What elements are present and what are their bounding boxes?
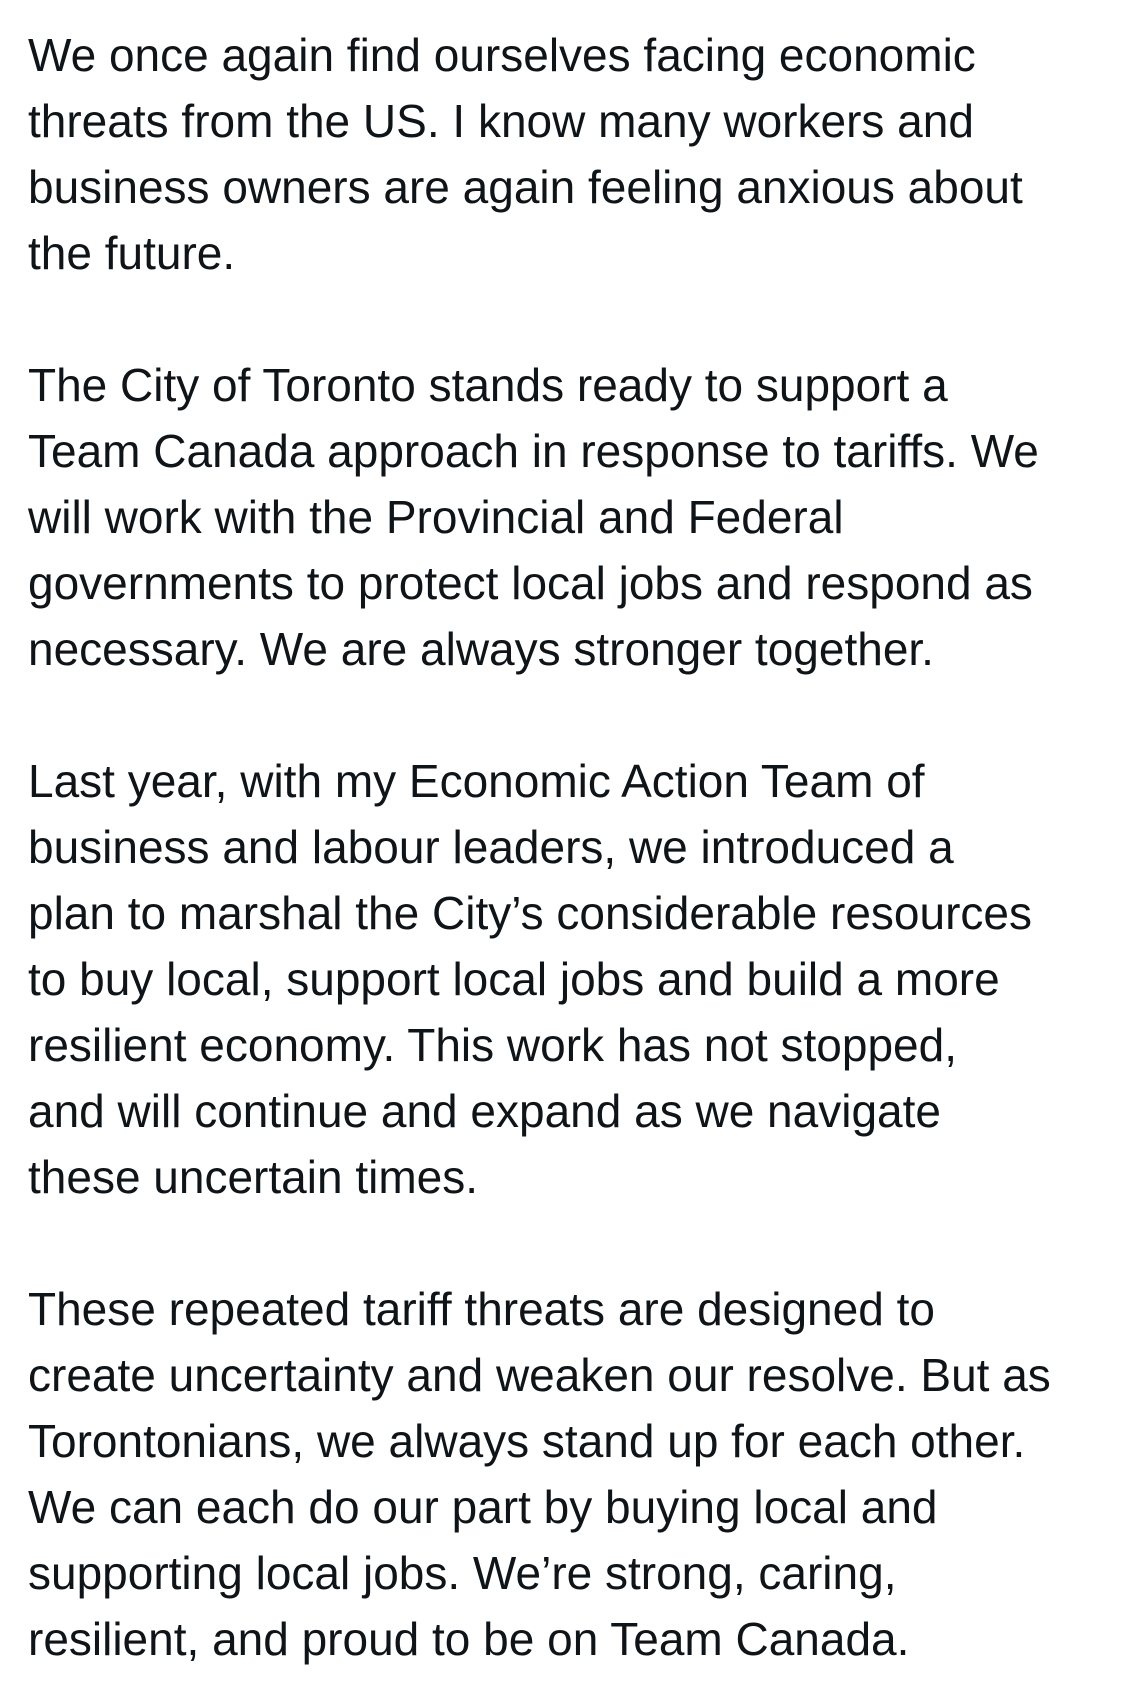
text-line: These repeated tariff threats are designed to bbox=[28, 1283, 935, 1335]
text-line: business and labour leaders, we introduced a bbox=[28, 821, 954, 873]
text-line: business owners are again feeling anxious about bbox=[28, 161, 1023, 213]
text-line: We once again find ourselves facing economic bbox=[28, 29, 976, 81]
text-line: Last year, with my Economic Action Team of bbox=[28, 755, 925, 807]
paragraph-1 bbox=[28, 22, 1108, 286]
text-line: resilient, and proud to be on Team Canada. bbox=[28, 1613, 910, 1665]
post-body bbox=[28, 22, 1108, 1672]
text-line: threats from the US. I know many workers and bbox=[28, 95, 974, 147]
paragraph-3 bbox=[28, 748, 1108, 1210]
text-line: The City of Toronto stands ready to support a bbox=[28, 359, 948, 411]
text-line: Torontonians, we always stand up for each other. bbox=[28, 1415, 1026, 1467]
text-line: to buy local, support local jobs and build a more bbox=[28, 953, 1000, 1005]
text-line: resilient economy. This work has not stopped, bbox=[28, 1019, 957, 1071]
text-line: Team Canada approach in response to tariffs. We bbox=[28, 425, 1039, 477]
text-line: will work with the Provincial and Federal bbox=[28, 491, 844, 543]
text-line: necessary. We are always stronger together. bbox=[28, 623, 934, 675]
text-line: supporting local jobs. We’re strong, caring, bbox=[28, 1547, 897, 1599]
text-line: We can each do our part by buying local and bbox=[28, 1481, 938, 1533]
text-line: the future. bbox=[28, 227, 236, 279]
paragraph-2 bbox=[28, 352, 1108, 682]
text-line: and will continue and expand as we navigate bbox=[28, 1085, 941, 1137]
paragraph-4 bbox=[28, 1276, 1108, 1672]
text-line: governments to protect local jobs and respond as bbox=[28, 557, 1033, 609]
text-line: these uncertain times. bbox=[28, 1151, 479, 1203]
text-line: create uncertainty and weaken our resolve. But as bbox=[28, 1349, 1051, 1401]
text-line: plan to marshal the City’s considerable resources bbox=[28, 887, 1032, 939]
